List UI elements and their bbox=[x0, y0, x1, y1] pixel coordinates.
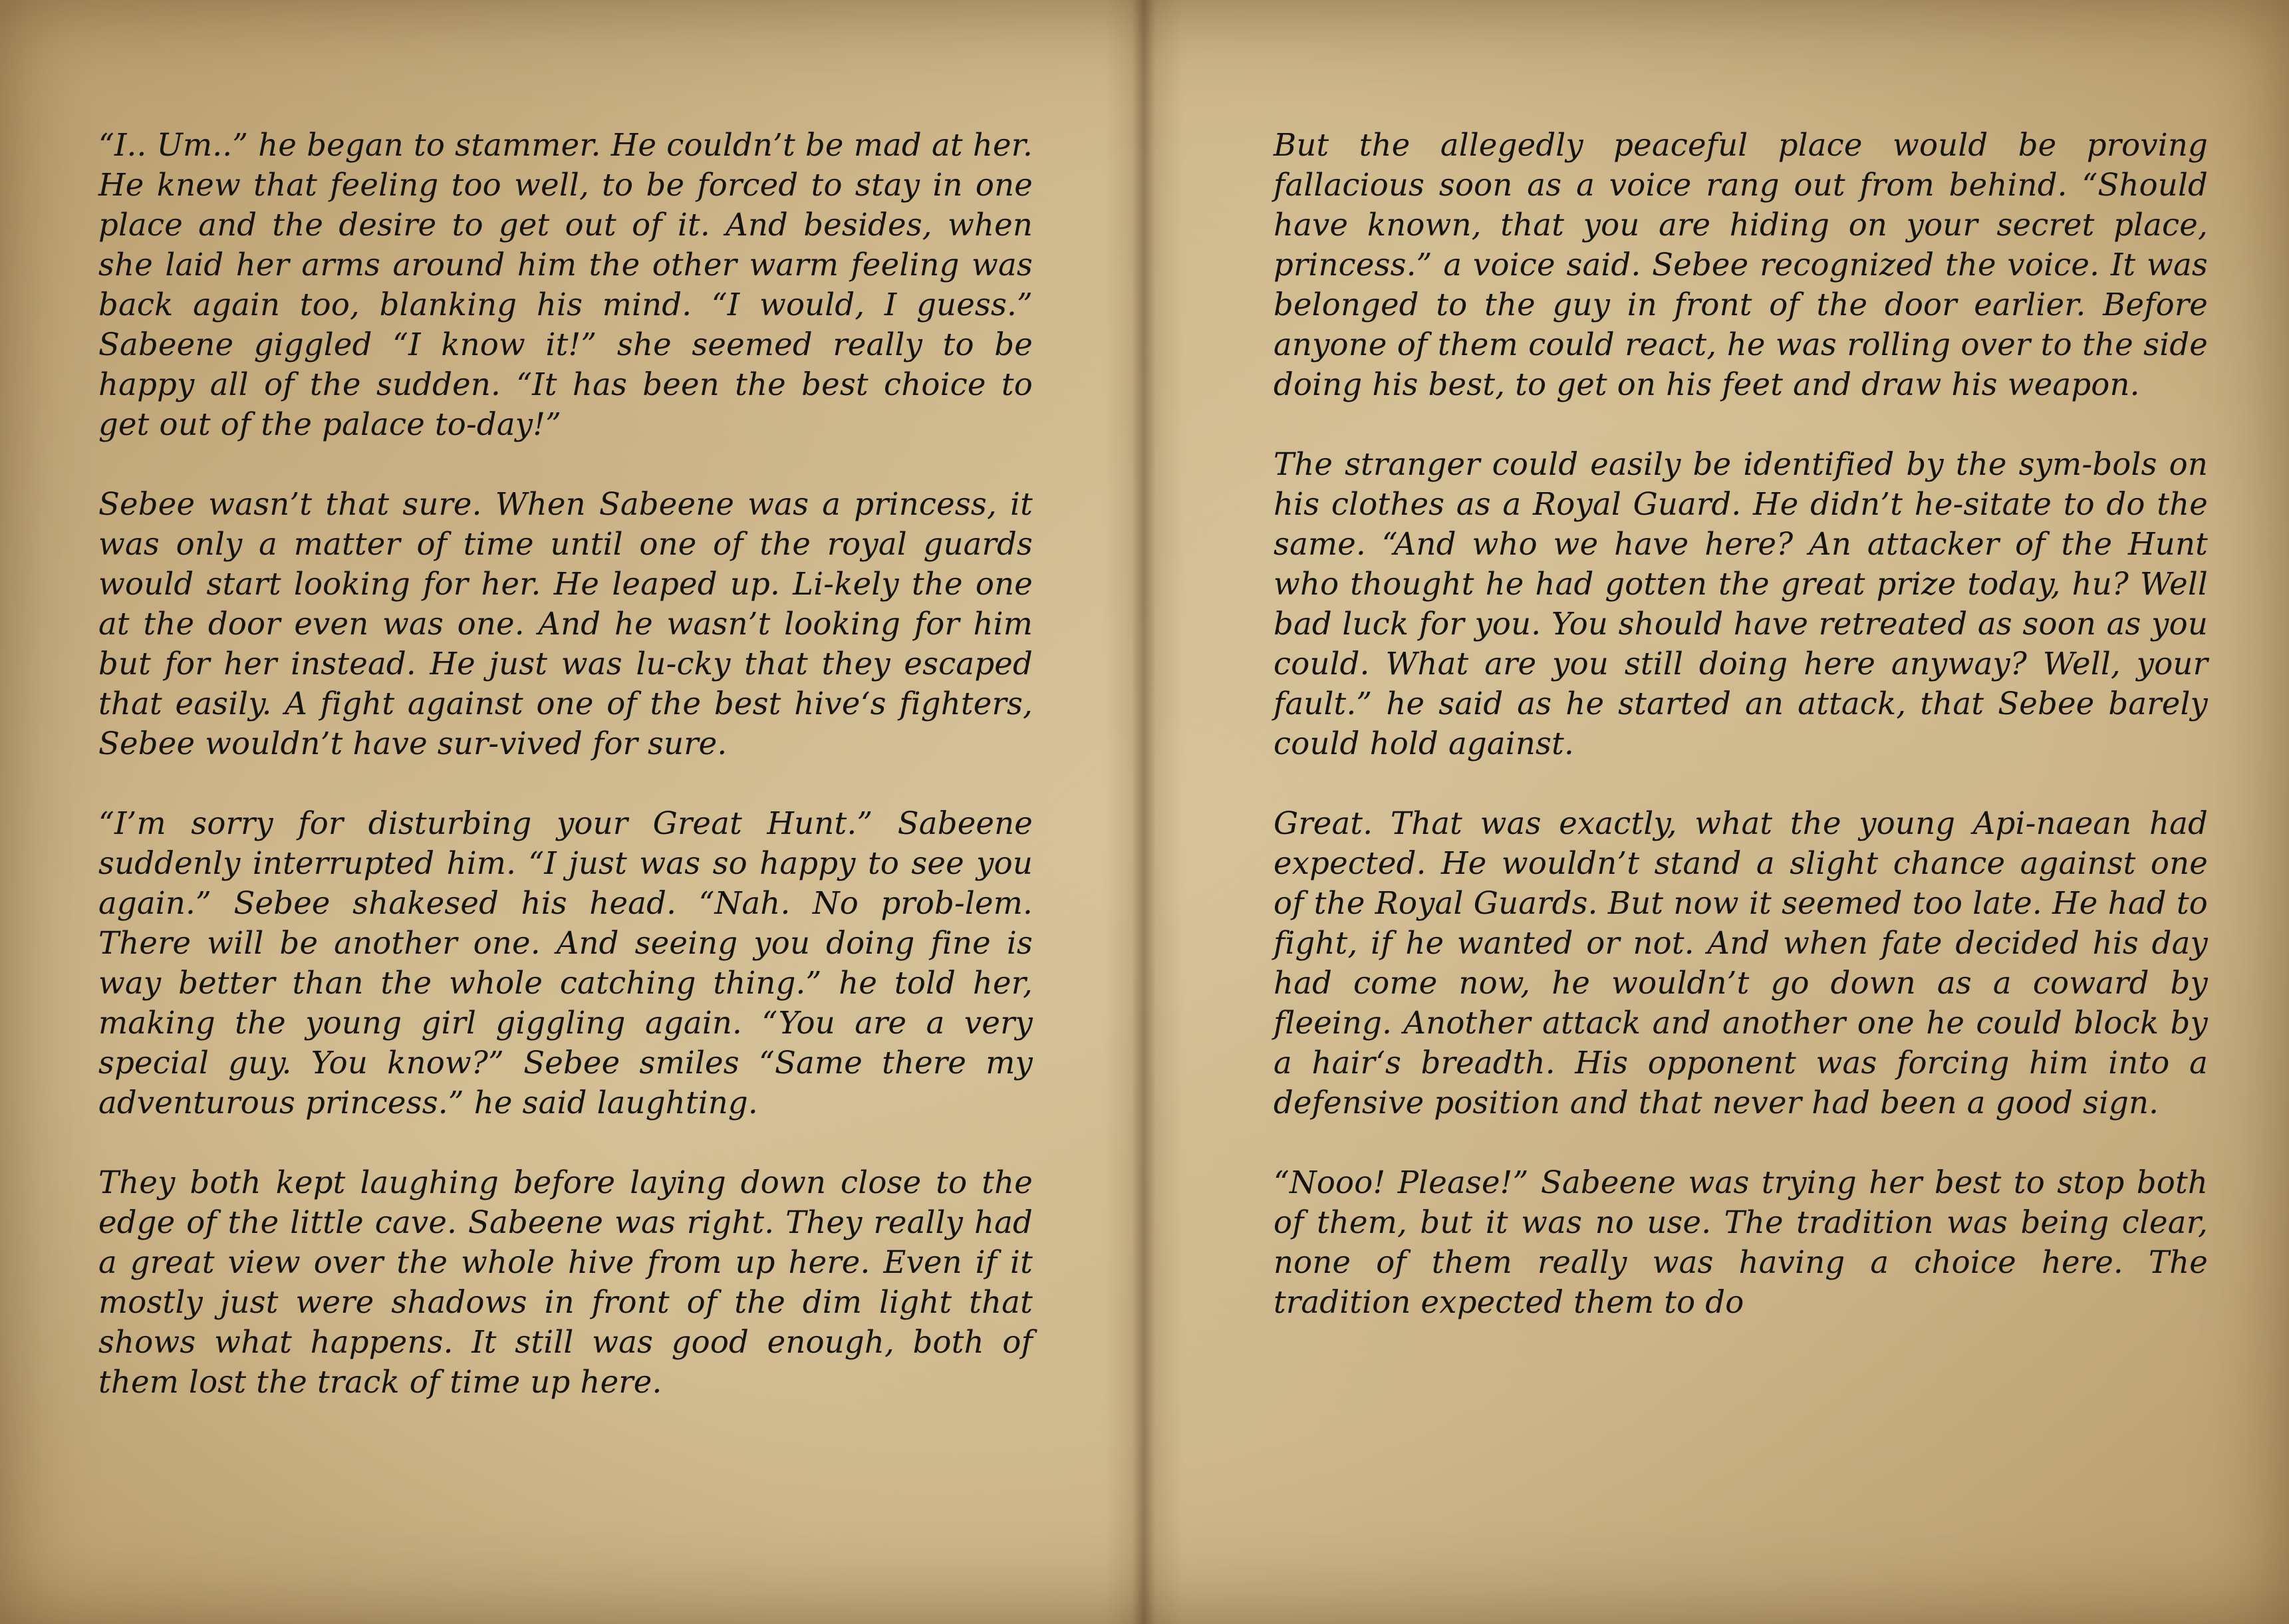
left-page bbox=[98, 125, 1033, 1402]
paragraph: But the allegedly peaceful place would be proving fallacious soon as a voice rang out from behind. “Should have known, that you are hiding on your secret place, princess.” a voice said. Sebee recognized the voice. It was belonged to the guy in front of the door earlier. Before anyone of them could react, he was rolling over to the side doing his best, to get on his feet and draw his weapon. bbox=[1274, 127, 2208, 402]
paragraph: They both kept laughing before laying down close to the edge of the little cave. Sabeene was right. They really had a great view over the whole hive from up here. Even if it mostly just were shadows in front of the dim light that shows what happens. It still was good enough, both of them lost the track of time up here. bbox=[98, 1164, 1033, 1400]
right-page bbox=[1274, 125, 2208, 1322]
paragraph: Great. That was exactly, what the young Api-naean had expected. He wouldn’t stand a slight chance against one of the Royal Guards. But now it seemed too late. He had to fight, if he wanted or not. And when fate decided his day had come now, he wouldn’t go down as a coward by fleeing. Another attack and another one he could block by a hair‘s breadth. His opponent was forcing him into a defensive position and that never had been a good sign. bbox=[1274, 805, 2208, 1121]
paragraph: The stranger could easily be identified by the sym-bols on his clothes as a Royal Guard. He didn’t he-sitate to do the same. “And who we have here? An attacker of the Hunt who thought he had gotten the great prize today, hu? Well bad luck for you. You should have retreated as soon as you could. What are you still doing here anyway? Well, your fault.” he said as he started an attack, that Sebee barely could hold against. bbox=[1274, 446, 2208, 761]
paragraph: “I.. Um..” he began to stammer. He couldn’t be mad at her. He knew that feeling too well, to be forced to stay in one place and the desire to get out of it. And besides, when she laid her arms around him the other warm feeling was back again too, blanking his mind. “I would, I guess.” Sabeene giggled “I know it!” she seemed really to be happy all of the sudden. “It has been the best choice to get out of the palace to-day!” bbox=[98, 127, 1033, 442]
paragraph: “I’m sorry for disturbing your Great Hunt.” Sabeene suddenly interrupted him. “I just was so happy to see you again.” Sebee shakesed his head. “Nah. No prob-lem. There will be another one. And seeing you doing fine is way better than the whole catching thing.” he told her, making the young girl giggling again. “You are a very special guy. You know?” Sebee smiles “Same there my adventurous princess.” he said laughting. bbox=[98, 805, 1033, 1121]
paragraph: Sebee wasn’t that sure. When Sabeene was a princess, it was only a matter of time until one of the royal guards would start looking for her. He leaped up. Li-kely the one at the door even was one. And he wasn’t looking for him but for her instead. He just was lu-cky that they escaped that easily. A fight against one of the best hive‘s fighters, Sebee wouldn’t have sur-vived for sure. bbox=[98, 486, 1033, 761]
paragraph: “Nooo! Please!” Sabeene was trying her best to stop both of them, but it was no use. The tradition was being clear, none of them really was having a choice here. The tradition expected them to do bbox=[1274, 1164, 2208, 1320]
book-gutter bbox=[1104, 0, 1184, 1624]
